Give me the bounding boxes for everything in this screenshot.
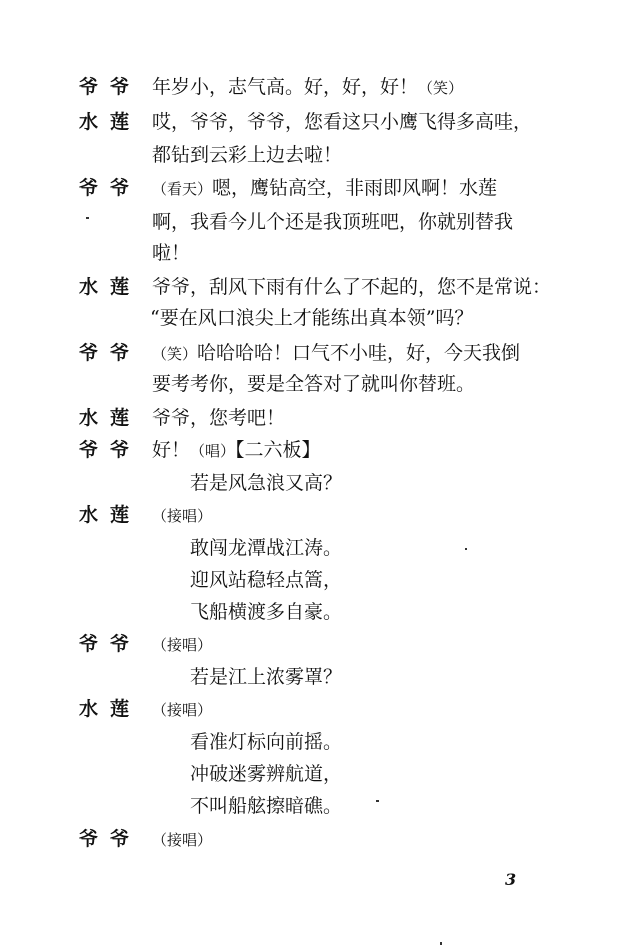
line-text: “要在风口浪尖上才能练出真本领”吗？ — [150, 307, 474, 329]
page-number: 3 — [505, 870, 517, 889]
speaker-label: 水莲 — [79, 111, 142, 133]
line-text: （接唱） — [152, 831, 213, 849]
line-text: 若是江上浓雾罩？ — [190, 666, 343, 688]
line-text: （接唱） — [152, 701, 213, 719]
speaker-label: 爷爷 — [79, 633, 142, 655]
scan-speck — [376, 800, 379, 802]
speaker-label: 水莲 — [79, 407, 142, 429]
line-text: 啊，我看今儿个还是我顶班吧，你就别替我 — [152, 211, 514, 233]
speaker-label: 爷爷 — [79, 76, 142, 98]
scan-speck — [440, 942, 442, 945]
line-text: 爷爷，刮风下雨有什么了不起的，您不是常说： — [152, 276, 552, 298]
line-text: 年岁小，志气高。好，好，好！（笑） — [152, 76, 464, 98]
scan-speck — [86, 217, 89, 219]
line-text: 敢闯龙潭战江涛。 — [190, 537, 343, 559]
line-text: 好！（唱）【二六板】 — [152, 439, 321, 461]
line-text: （看天）嗯，鹰钻高空，非雨即风啊！水莲 — [152, 177, 498, 199]
speaker-label: 水莲 — [79, 504, 142, 526]
line-text: 要考考你，要是全答对了就叫你替班。 — [152, 373, 476, 395]
line-text: 爷爷，您考吧！ — [152, 407, 286, 429]
speaker-label: 水莲 — [79, 698, 142, 720]
line-text: （接唱） — [152, 636, 213, 654]
line-text: （笑）哈哈哈哈！口气不小哇，好，今天我倒 — [152, 342, 521, 364]
line-text: 冲破迷雾辨航道， — [190, 763, 343, 785]
speaker-label: 爷爷 — [79, 342, 142, 364]
speaker-label: 爷爷 — [79, 177, 142, 199]
line-text: 迎风站稳轻点篙， — [190, 569, 343, 591]
scan-speck — [465, 548, 467, 550]
line-text: 不叫船舷擦暗礁。 — [190, 795, 343, 817]
line-text: 飞船横渡多自豪。 — [190, 601, 343, 623]
speaker-label: 爷爷 — [79, 439, 142, 461]
line-text: （接唱） — [152, 507, 213, 525]
line-text: 若是风急浪又高？ — [190, 472, 343, 494]
speaker-label: 爷爷 — [79, 828, 142, 850]
line-text: 都钻到云彩上边去啦！ — [152, 144, 343, 166]
speaker-label: 水莲 — [79, 276, 142, 298]
line-text: 哎，爷爷，爷爷，您看这只小鹰飞得多高哇， — [152, 111, 533, 133]
line-text: 看准灯标向前摇。 — [190, 731, 343, 753]
line-text: 啦！ — [152, 242, 191, 264]
